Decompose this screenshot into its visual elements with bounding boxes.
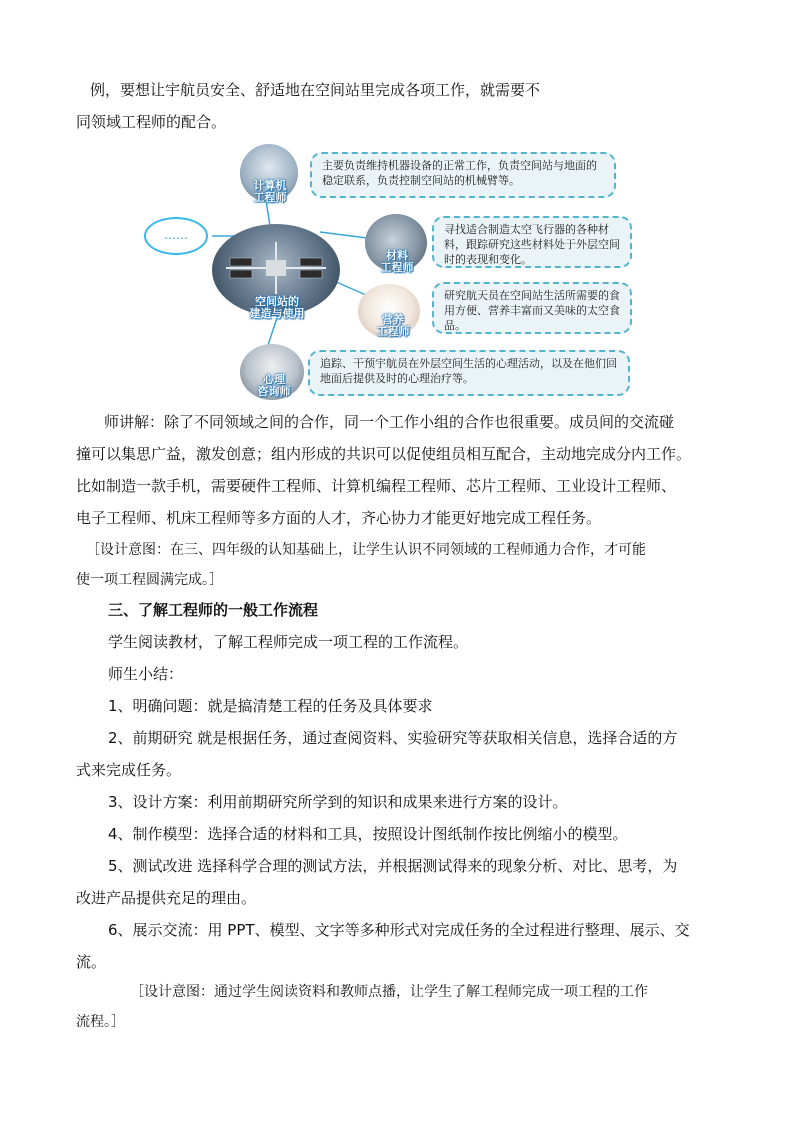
materials-engineer-label [366,250,428,274]
design-intent-1-line-1: ［设计意图：在三、四年级的认知基础上，让学生认识不同领域的工程师通力合作，才可能 [86,542,646,558]
role-title: 工程师 [253,191,287,204]
nutrition-engineer-label [362,314,424,338]
computer-engineer-label [238,180,302,204]
step-2-line-2: 式来完成任务。 [76,761,182,779]
role-name: 营养 [382,313,404,326]
section-heading: 三、了解工程师的一般工作流程 [108,601,319,619]
role-title: 工程师 [380,261,414,274]
role-name: 心理 [263,373,285,386]
materials-engineer-bubble: 寻找适合制造太空飞行器的各种材料，跟踪研究这些材料处于外层空间时的表现和变化。 [432,216,632,268]
step-3: 3、设计方案：利用前期研究所学到的知识和成果来进行方案的设计。 [108,793,568,811]
center-label-line-1: 空间站的 [255,295,299,308]
nutrition-engineer-bubble: 研究航天员在空间站生活所需要的食用方便、营养丰富而又美味的太空食品。 [432,282,632,334]
design-intent-1-line-2: 使一项工程圆满完成。］ [76,572,223,588]
role-name: 计算机 [253,179,287,192]
explain-line-4: 电子工程师、机床工程师等多方面的人才，齐心协力才能更好地完成工程任务。 [76,509,602,527]
explain-line-3: 比如制造一款手机，需要硬件工程师、计算机编程工程师、芯片工程师、工业设计工程师、 [76,477,677,495]
explain-line-2: 撞可以集思广益，激发创意；组内形成的共识可以促使组员相互配合，主动地完成分内工作。 [76,445,692,463]
step-1: 1、明确问题：就是搞清楚工程的任务及具体要求 [108,697,433,715]
design-intent-2-line-1: ［设计意图：通过学生阅读资料和教师点播，让学生了解工程师完成一项工程的工作 [130,984,648,1000]
step-5-line-2: 改进产品提供充足的理由。 [76,889,257,907]
step-5-line-1: 5、测试改进 选择科学合理的测试方法，并根据测试得来的现象分析、对比、思考，为 [108,857,678,875]
summary-label: 师生小结： [108,665,184,683]
center-label-line-2: 建造与使用 [249,307,305,320]
intro-line-2: 同领域工程师的配合。 [76,113,227,131]
center-label [242,296,312,320]
step-2-line-1: 2、前期研究 就是根据任务，通过查阅资料、实验研究等获取相关信息，选择合适的方 [108,729,678,747]
step-4: 4、制作模型：选择合适的材料和工具，按照设计图纸制作按比例缩小的模型。 [108,825,628,843]
role-name: 材料 [386,249,408,262]
explain-line-1: 师讲解：除了不同领域之间的合作，同一个工作小组的合作也很重要。成员间的交流碰 [104,413,675,431]
step-6-line-1: 6、展示交流：用 PPT、模型、文字等多种形式对完成任务的全过程进行整理、展示、交 [108,921,690,939]
psychological-counselor-label [244,374,304,398]
role-title: 工程师 [376,325,410,338]
more-ellipse: …… [144,217,208,255]
read-instruction: 学生阅读教材，了解工程师完成一项工程的工作流程。 [108,633,469,651]
psychological-counselor-bubble: 追踪、干预宇航员在外层空间生活的心理活动，以及在他们回地面后提供及时的心理治疗等。 [308,350,630,396]
role-title: 咨询师 [257,385,291,398]
computer-engineer-bubble: 主要负责维持机器设备的正常工作，负责空间站与地面的稳定联系，负责控制空间站的机械臂等。 [310,152,616,198]
intro-line-1: 例，要想让宇航员安全、舒适地在空间站里完成各项工作，就需要不 [90,81,541,99]
engineer-diagram [140,144,640,400]
step-6-line-2: 流。 [76,953,107,971]
design-intent-2-line-2: 流程。］ [76,1014,125,1030]
